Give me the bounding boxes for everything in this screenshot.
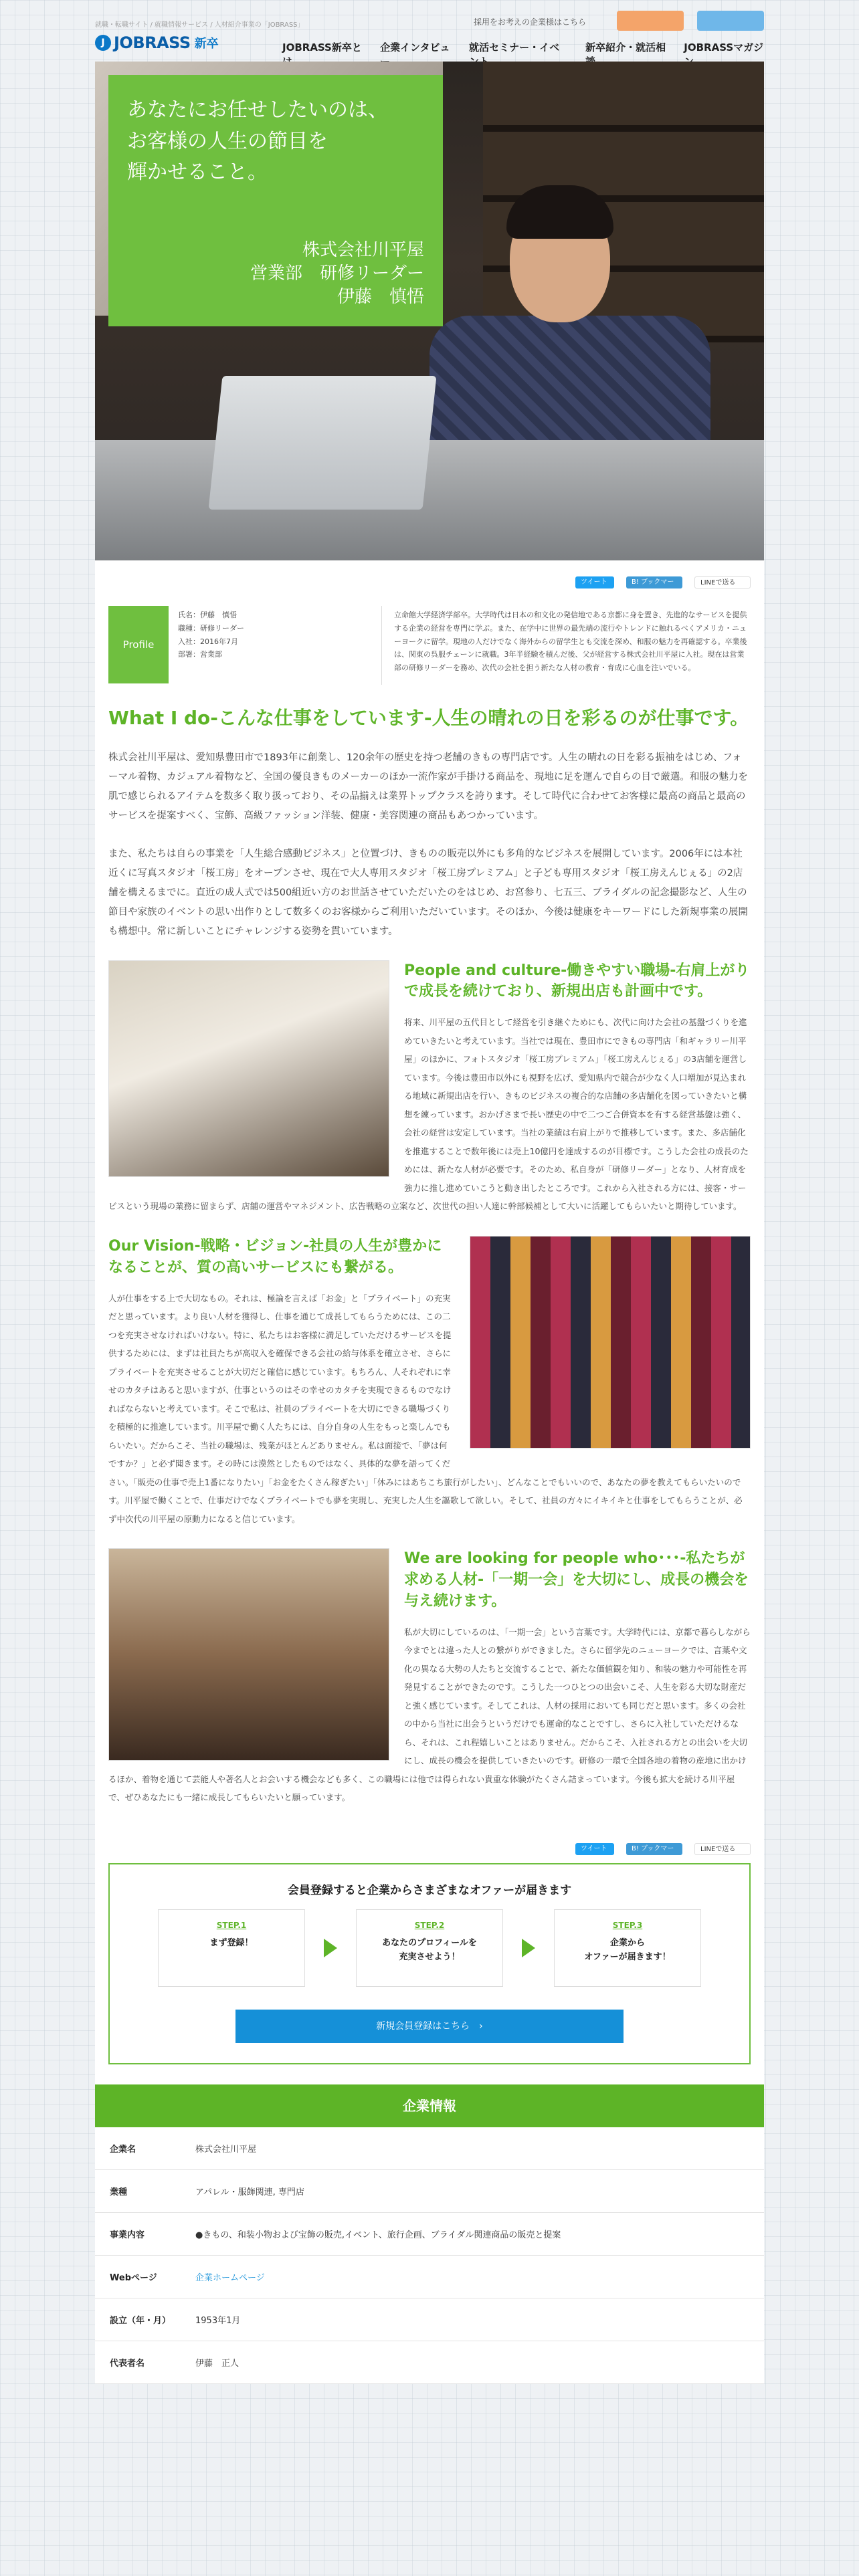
profile-info-line: 氏名：伊藤 慎悟 — [178, 611, 237, 619]
step-text: あなたのプロフィールを 充実させよう！ — [382, 1937, 477, 1962]
company-row — [95, 2256, 764, 2298]
section-heading-what: What I do-こんな仕事をしています-人生の晴れの日を彩るのが仕事です。 — [108, 707, 749, 729]
nav-item-seminar[interactable]: 就活セミナー・イベ — [469, 41, 560, 53]
paragraph-looking: 私が大切にしているのは、「一期一会」という言葉です。大学時代には、京都で暮らしながら今までとは違った人との繋がりができました。さらに留学先のニューヨークでは、言葉や文化の異なる大勢の人たちと交流することで、新たな価値観を知り、和装の魅力や可能性を再発見することができたのです。こうした一つひとつの出会いこそ、人生を彩る大切な財産だと強く感じています。そしてこれは、人材の採用においても同じだと思います。多くの会社の中から当社に出会うというだけでも運命的なことですし、さらに入社していただけるなら、それは、これ程嬉しいことはありません。だからこそ、入社される方との出会いを大切にし、成長の機会を提供していきたいのです。研修の一環で全国各地の着物の産地に出かけるほか、着物を通じて芸能人や著名人とお会いする機会なども多く、この職場には他では得られない貴重な体験がたくさん詰まっています。今後も拡大を続ける川平屋で、ぜひあなたにも一緒に成長してもらいたいと願っています。 — [108, 1626, 751, 1803]
hero-signature — [250, 239, 424, 309]
logo-text: JOBRASS — [114, 33, 191, 52]
company-row — [95, 2170, 764, 2213]
step-label: STEP.2 — [414, 1920, 445, 1930]
company-row-value: アパレル・服飾関連, 専門店 — [195, 2187, 304, 2197]
twitter-share-button[interactable]: ツイート — [575, 1843, 614, 1855]
line-share-button[interactable]: LINEで送る — [694, 576, 751, 588]
hatena-bookmark-button[interactable]: B! ブックマーク — [626, 576, 682, 588]
profile-bio: 立命館大学経済学部卒。大学時代は日本の和文化の発信地である京都に身を置き、先進的なサービスを提供する企業の経営を専門に学ぶ。また、在学中に世界の最先端の流行やトレンドに触れるべくアメリカ・ニューヨークに留学。現地の人だけでなく海外からの留学生とも交流を深め、和服の魅力を再確認する。卒業後は、関東の呉服チェーンに就職。3年半経験を積んだ後、父が経営する株式会社川平屋に入社。現在は営業部の研修リーダーを務め、次代の会社を担う新たな人材の教育・育成に心血を注いでいる。 — [381, 606, 751, 685]
company-row-value: 伊藤 正人 — [195, 2358, 240, 2369]
hero-desk — [95, 440, 764, 560]
share-bar-top — [95, 560, 764, 597]
profile-info — [178, 606, 372, 685]
hero-headline-line: 輝かせること。 — [127, 160, 268, 184]
recruiter-link[interactable]: 採用をお考えの企業様はこちら — [474, 17, 587, 27]
registration-cta — [108, 1863, 751, 2064]
line-share-button[interactable]: LINEで送る — [694, 1843, 751, 1855]
section-heading-looking: We are looking for people who･･･-私たちが求める人材-「一期一会」を大切にし、成長の機会を与え続けます。 — [404, 1550, 749, 1610]
logo-sub: 新卒 — [194, 37, 219, 51]
hero-company: 株式会社川平屋 — [302, 240, 424, 260]
company-row — [95, 2298, 764, 2341]
company-row-key: 業種 — [110, 2187, 128, 2197]
hero-caption-box — [108, 75, 443, 326]
cta-step-2 — [356, 1909, 503, 1987]
paragraph-vision: 人が仕事をする上で大切なもの。それは、極論を言えば「お金」と「プライベート」の充実だと思っています。より良い人材を獲得し、仕事を通じて成長してもらうためには、この二つを充実させなければいけない。特に、私たちはお客様に満足していただけるサービスを提供するためには、まずは社員たちが高収入を確保できる会社の給与体系を確立させ、さらにプライベートを充実させることが大切だと確信に感じています。もちろん、人それぞれに幸せのカタチはあると思いますが、仕事というのはその幸せのカタチを実現できるものでなければならないと考えています。そこで私は、社員のプライベートを大切にできる職場づくりを積極的に推進しています。川平屋で働く人たちには、自分自身の人生をもっと楽しんでもらいたい。だからこそ、当社の職場は、残業がほとんどありません。私は面接で、「夢は何ですか？」と必ず聞きます。その時には漠然としたものではなく、具体的な夢を語ってください。「販売の仕事で売上1番になりたい」「お金をたくさん稼ぎたい」「休みにはあちこち旅行がしたい」、どんなことでもいいので、あなたの夢を教えてもらいたいのです。川平屋で働くことで、仕事だけでなくプライベートでも夢を実現し、充実した人生を謳歌して欲しい。そして、社員の方々にイキイキと仕事をしてもらうことが、必ず中次代の川平屋の原動力になると信じています。 — [108, 1293, 743, 1524]
company-row-value: 株式会社川平屋 — [195, 2144, 257, 2155]
site-tagline: 就職・転職サイト / 就職情報サービス / 人材紹介事業の「JOBRASS」 — [95, 21, 304, 29]
cta-wrapper — [108, 1863, 751, 2084]
photo-interview-3 — [108, 1548, 389, 1761]
step-text: 企業から オファーが届きます！ — [584, 1937, 671, 1962]
step-label: STEP.1 — [216, 1920, 247, 1930]
company-row-key: 事業内容 — [110, 2230, 145, 2240]
hatena-bookmark-button[interactable]: B! ブックマーク — [626, 1843, 682, 1855]
company-row — [95, 2213, 764, 2256]
company-website-link[interactable]: 企業ホームページ — [195, 2272, 265, 2283]
cta-step-3 — [554, 1909, 701, 1987]
company-row-key: 設立（年・月） — [110, 2315, 171, 2326]
section-heading-people: People and culture-働きやすい職場-右肩上がりで成長を続けており、新規出店も計画中です。 — [404, 962, 750, 1000]
section-heading-vision: Our Vision-戦略・ビジョン-社員の人生が豊かになることが、質の高いサービスにも繋がる。 — [108, 1237, 442, 1276]
company-info-heading: 企業情報 — [95, 2084, 764, 2127]
photo-interview-2 — [470, 1236, 751, 1448]
paragraph-what-1: 株式会社川平屋は、愛知県豊田市で1893年に創業し、120余年の歴史を持つ老舗のきもの専門店です。人生の晴れの日を彩る振袖をはじめ、フォーマル着物、カジュアル着物など、全国の優良きものメーカーのほか一流作家が手掛ける商品を、現地に足を運んで自らの目で厳選。和服の魅力を肌で感じられるアイテムを数多く取り扱っており、その品揃えは業界トップクラスを誇ります。そして時代に合わせてお客様に最高の商品と最高のサービスを提案すべく、宝飾、高級ファッション洋装、健康・美容関連の商品もあつかっています。 — [108, 752, 748, 821]
article-body — [95, 705, 764, 2084]
profile-block — [95, 597, 764, 698]
company-row-key: 代表者名 — [110, 2358, 145, 2369]
company-row-key: 企業名 — [110, 2144, 136, 2155]
arrow-right-icon — [522, 1939, 535, 1957]
twitter-share-button[interactable]: ツイート — [575, 576, 614, 588]
cta-step-1 — [158, 1909, 305, 1987]
nav-item-consult[interactable]: 新卒紹介・就活相 — [585, 41, 666, 53]
company-row-value: 1953年1月 — [195, 2315, 241, 2326]
hero-headline-line: あなたにお任せしたいのは、 — [127, 98, 388, 122]
hero-laptop — [208, 376, 436, 510]
logo-mark-icon: J — [95, 35, 111, 51]
section-vision — [108, 1236, 751, 1528]
hero-headline — [127, 95, 424, 189]
profile-info-line: 入社：2016年7月 — [178, 637, 238, 646]
company-row — [95, 2341, 764, 2384]
company-row-key: Webページ — [110, 2272, 157, 2283]
profile-info-line: 職種：研修リーダー — [178, 623, 244, 633]
nav-item-magazine[interactable]: JOBRASSマガジ — [684, 41, 764, 53]
hero-role: 営業部 研修リーダー — [250, 263, 424, 284]
register-header-button[interactable] — [697, 11, 764, 31]
cta-title: 会員登録すると企業からさまざまなオファーが届きます — [287, 1883, 572, 1897]
section-looking — [108, 1548, 751, 1807]
cta-steps — [130, 1909, 729, 1987]
step-label: STEP.3 — [612, 1920, 643, 1930]
article — [95, 62, 764, 2384]
section-people — [108, 960, 751, 1216]
login-button[interactable] — [617, 11, 684, 31]
hero-photo — [95, 62, 764, 560]
paragraph-people: 将来、川平屋の五代目として経営を引き継ぐためにも、次代に向けた会社の基盤づくりを進めていきたいと考えています。当社では現在、豊田市にできもの専門店「和ギャラリー川平屋」のほかに、フォトスタジオ「桜工房プレミアム」「桜工房えんじぇる」の3店舗を運営しています。今後は豊田市以外にも視野を広げ、愛知県内で競合が少なく人口増加が見込まれる地域に新規出店を行い、きものビジネスの複合的な店舗の多店舗化を図っていきたいと構想を練っています。おかげさまで長い歴史の中で二つご合併資本を有する経営基盤は強く、会社の経営は安定しています。当社の業績は右肩上がりで推移しています。また、多店舗化を推進することで数年後には売上10億円を達成するのが目標です。こうした会社の成長のためには、新たな人材が必要です。そのため、私自身が「研修リーダー」となり、人材育成を強力に推し進めていこうと動き出したところです。これから入社される方には、接客・サービスという現場の業務に留まらず、店舗の運営やマネジメント、広告戦略の立案など、次世代の担い人達に幹部候補として大いに活躍してもらいたいと期待しています。 — [108, 1017, 749, 1212]
register-button[interactable]: 新規会員登録はこちら › — [235, 2010, 624, 2043]
step-text: まず登録！ — [209, 1937, 254, 1948]
profile-tag: Profile — [108, 606, 169, 683]
nav-item-interview[interactable]: 企業インタビュ — [380, 41, 450, 53]
company-row-value: ●きもの、和装小物および宝飾の販売,イベント、旅行企画、ブライダル関連商品の販売と提案 — [195, 2230, 561, 2240]
share-bar-bottom — [108, 1827, 751, 1863]
hero-name: 伊藤 慎悟 — [337, 287, 424, 308]
site-logo[interactable] — [95, 33, 219, 52]
paragraph-what-2: また、私たちは自らの事業を「人生総合感動ビジネス」と位置づけ、きものの販売以外にも多角的なビジネスを展開しています。2006年には本社近くに写真スタジオ「桜工房」をオープンさせ、現在で大人専用スタジオ「桜工房プレミアム」と子ども専用スタジオ「桜工房えんじぇる」の2店舗を構えるまでに。直近の成人式では500組近い方のお世話させていただいたのをはじめ、お宮参り、七五三、ブライダルの記念撮影など、人生の節目や家族のイベントの思い出作りとして数多くのお客様からご利用いただいています。そのほか、今後は健康をキーワードにした新規事業の展開も構想中。常に新しいことにチャレンジする姿勢を貫いています。 — [108, 848, 748, 937]
hero-headline-line: お客様の人生の節目を — [127, 129, 328, 153]
nav-item-about[interactable]: JOBRASS新卒と — [282, 41, 362, 53]
profile-info-line: 部署：営業部 — [178, 650, 222, 659]
photo-interview-1 — [108, 960, 389, 1177]
arrow-right-icon — [324, 1939, 337, 1957]
company-row — [95, 2127, 764, 2170]
company-info — [95, 2084, 764, 2384]
site-header — [95, 0, 764, 62]
